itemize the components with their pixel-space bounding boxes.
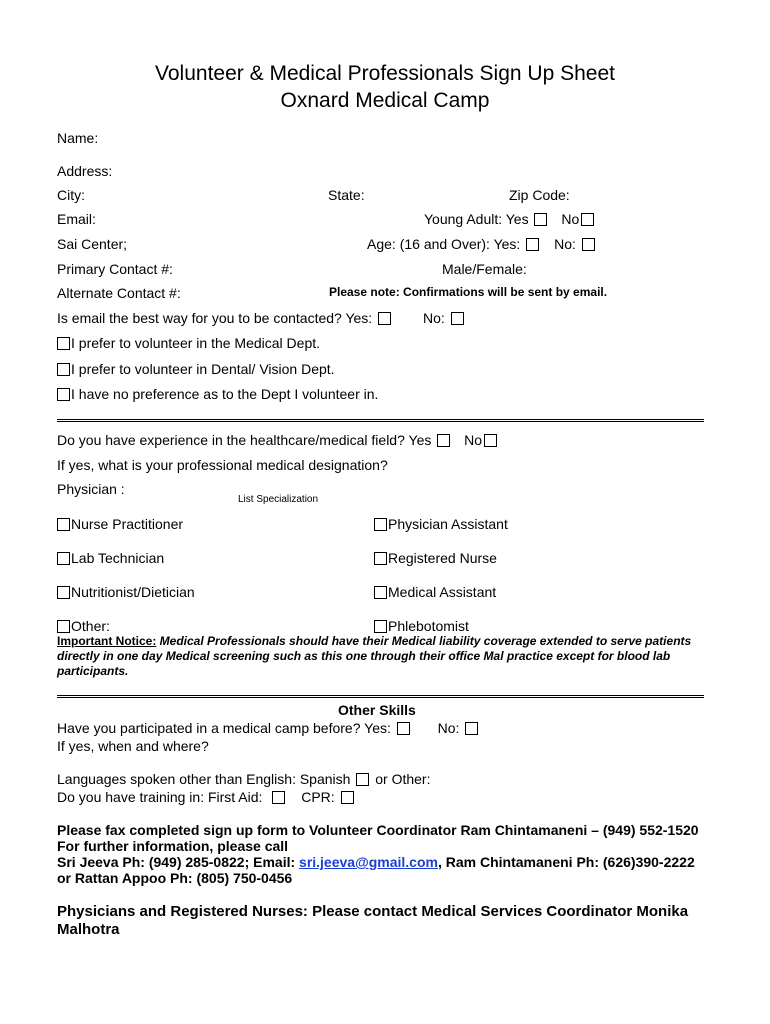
option-registered-nurse xyxy=(374,550,497,566)
cpr-checkbox[interactable] xyxy=(341,791,354,804)
young-adult-no-checkbox[interactable] xyxy=(581,213,594,226)
name-label: Name: xyxy=(57,130,99,146)
option-other xyxy=(57,618,110,634)
email-best-no-checkbox[interactable] xyxy=(451,312,464,325)
nurse-practitioner-checkbox[interactable] xyxy=(57,518,70,531)
age-yes-checkbox[interactable] xyxy=(526,238,539,251)
email-best-no-label: No: xyxy=(422,310,445,326)
pref-medical-checkbox[interactable] xyxy=(57,337,70,350)
notice-text: Medical Professionals should have their Medical liability coverage extended to serve patients directly in one day Medical screening such as this one through their office Mal practice except for blood lab participants. xyxy=(57,634,692,678)
jeeva-email-link[interactable]: sri.jeeva@gmail.com xyxy=(299,854,438,870)
option-lab-technician xyxy=(57,550,164,566)
email-label: Email: xyxy=(57,211,96,227)
age-label: Age: (16 and Over): Yes: xyxy=(367,236,521,252)
confirmation-note: Please note: Confirmations will be sent by email. xyxy=(329,285,608,299)
physician-assistant-label: Physician Assistant xyxy=(388,516,508,532)
further-info: For further information, please call xyxy=(57,838,289,854)
option-phlebotomist xyxy=(374,618,469,634)
other-label: Other: xyxy=(71,618,110,634)
pref-medical-row xyxy=(57,335,320,351)
physician-assistant-checkbox[interactable] xyxy=(374,518,387,531)
nutritionist-checkbox[interactable] xyxy=(57,586,70,599)
physician-label: Physician : xyxy=(57,481,125,497)
other-checkbox[interactable] xyxy=(57,620,70,633)
male-female-label: Male/Female: xyxy=(442,261,527,277)
other-skills-heading: Other Skills xyxy=(338,702,416,718)
pref-dental-checkbox[interactable] xyxy=(57,363,70,376)
young-adult-no-label: No xyxy=(561,211,580,227)
jeeva-phone: Sri Jeeva Ph: (949) 285-0822; Email: xyxy=(57,854,300,870)
cpr-label: CPR: xyxy=(301,789,335,805)
zip-label: Zip Code: xyxy=(509,187,570,203)
phlebotomist-checkbox[interactable] xyxy=(374,620,387,633)
sai-center-label: Sai Center; xyxy=(57,236,128,252)
camp-before-row xyxy=(57,720,480,736)
notice-label: Important Notice: xyxy=(57,634,157,648)
age-no-label: No: xyxy=(554,236,576,252)
form-title: Volunteer & Medical Professionals Sign Up Sheet xyxy=(155,62,615,85)
email-best-row xyxy=(57,310,466,326)
option-medical-assistant xyxy=(374,584,496,600)
pref-none-label: I have no preference as to the Dept I volunteer in. xyxy=(71,386,379,402)
or-other-label: or Other: xyxy=(375,771,431,787)
alternate-contact-label: Alternate Contact #: xyxy=(57,285,181,301)
camp-before-no-label: No: xyxy=(437,720,460,736)
experience-no-label: No xyxy=(464,432,483,448)
phlebotomist-label: Phlebotomist xyxy=(388,618,469,634)
age-row xyxy=(367,236,597,252)
medical-assistant-checkbox[interactable] xyxy=(374,586,387,599)
pref-dental-row xyxy=(57,361,335,377)
experience-yes-checkbox[interactable] xyxy=(437,434,450,447)
registered-nurse-checkbox[interactable] xyxy=(374,552,387,565)
ram-phone: , Ram Chintamaneni Ph: (626)390-2222 xyxy=(437,854,695,870)
list-specialization-label: List Specialization xyxy=(238,494,319,505)
pref-none-checkbox[interactable] xyxy=(57,388,70,401)
age-no-checkbox[interactable] xyxy=(582,238,595,251)
training-label: Do you have training in: First Aid: xyxy=(57,789,263,805)
contact-line-rattan: or Rattan Appoo Ph: (805) 750-0456 xyxy=(57,870,293,886)
languages-label: Languages spoken other than English: Spanish xyxy=(57,771,351,787)
lab-technician-label: Lab Technician xyxy=(71,550,165,566)
camp-before-no-checkbox[interactable] xyxy=(465,722,478,735)
registered-nurse-label: Registered Nurse xyxy=(388,550,497,566)
nutritionist-label: Nutritionist/Dietician xyxy=(71,584,195,600)
designation-label: If yes, what is your professional medical designation? xyxy=(57,457,388,473)
young-adult-yes-checkbox[interactable] xyxy=(534,213,547,226)
pref-dental-label: I prefer to volunteer in Dental/ Vision Dept. xyxy=(71,361,335,377)
first-aid-checkbox[interactable] xyxy=(272,791,285,804)
section-divider xyxy=(57,419,704,422)
experience-no-checkbox[interactable] xyxy=(484,434,497,447)
address-label: Address: xyxy=(57,163,113,179)
camp-before-label: Have you participated in a medical camp before? Yes: xyxy=(57,720,391,736)
email-best-yes-checkbox[interactable] xyxy=(378,312,391,325)
physicians-contact: Physicians and Registered Nurses: Please contact Medical Services Coordinator Monika Malhotra xyxy=(57,903,689,938)
young-adult-row xyxy=(424,211,596,227)
contact-line-jeeva xyxy=(57,854,695,870)
spanish-checkbox[interactable] xyxy=(356,773,369,786)
languages-row xyxy=(57,771,430,787)
option-nurse-practitioner xyxy=(57,516,183,532)
option-nutritionist xyxy=(57,584,195,600)
important-notice xyxy=(57,634,707,679)
primary-contact-label: Primary Contact #: xyxy=(57,261,173,277)
nurse-practitioner-label: Nurse Practitioner xyxy=(71,516,184,532)
young-adult-label: Young Adult: Yes xyxy=(424,211,529,227)
experience-row xyxy=(57,432,499,448)
section-divider-2 xyxy=(57,695,704,698)
pref-none-row xyxy=(57,386,378,402)
city-label: City: xyxy=(57,187,85,203)
when-where-label: If yes, when and where? xyxy=(57,738,209,754)
camp-before-yes-checkbox[interactable] xyxy=(397,722,410,735)
form-subtitle: Oxnard Medical Camp xyxy=(280,89,490,112)
experience-label: Do you have experience in the healthcare/medical field? Yes xyxy=(57,432,432,448)
medical-assistant-label: Medical Assistant xyxy=(388,584,497,600)
state-label: State: xyxy=(328,187,365,203)
lab-technician-checkbox[interactable] xyxy=(57,552,70,565)
training-row xyxy=(57,789,356,805)
option-physician-assistant xyxy=(374,516,508,532)
email-best-label: Is email the best way for you to be contacted? Yes: xyxy=(57,310,373,326)
fax-instructions: Please fax completed sign up form to Volunteer Coordinator Ram Chintamaneni – (949) 552-1520 xyxy=(57,822,699,838)
pref-medical-label: I prefer to volunteer in the Medical Dept. xyxy=(71,335,321,351)
